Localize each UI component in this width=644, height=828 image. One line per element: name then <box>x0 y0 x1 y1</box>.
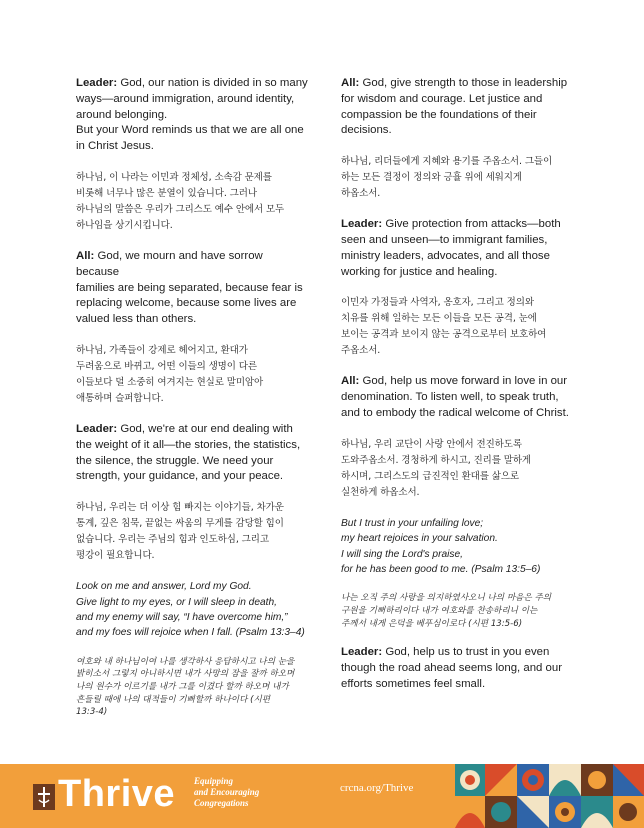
prayer-english <box>76 422 308 485</box>
prayer-line: strength, your guidance, and your peace. <box>76 470 284 483</box>
prayer-line: the weight of it all—the stories, the statistics, <box>76 438 301 451</box>
scripture-korean <box>341 592 573 630</box>
prayer-line: But your Word reminds us that we are all one <box>76 124 304 137</box>
text-line: 없습니다. 우리는 주님의 힘과 인도하심, 그리고 <box>76 534 269 546</box>
prayer-english <box>341 217 573 280</box>
prayer-line: God, help us to trust in you even <box>385 646 550 659</box>
speaker-label: Leader: <box>341 646 383 659</box>
text-line: 보이는 공격과 보이지 않는 공격으로부터 보호하여 <box>341 329 547 341</box>
prayer-line: ways—around immigration, around identity, <box>76 92 295 105</box>
prayer-line: God, our nation is divided in so many <box>120 77 308 89</box>
text-line: 밝히소서 그렇지 아니하시면 내가 사망의 잠을 잘까 하오며 <box>76 669 295 680</box>
prayer-line: and to embody the radical welcome of Christ. <box>341 406 569 419</box>
decorative-pattern-icon <box>455 764 644 828</box>
prayer-line: Give protection from attacks—both <box>385 218 561 231</box>
text-line: 이들보다 덜 소중히 여겨지는 현실로 말미암아 <box>76 376 264 388</box>
text-line: 하나님의 말씀은 우리가 그리스도 예수 안에서 모두 <box>76 203 285 215</box>
prayer-line: efforts sometimes feel small. <box>341 677 486 690</box>
prayer-line: in Christ Jesus. <box>76 140 154 153</box>
prayer-english <box>341 76 573 139</box>
text-line: 흔들릴 때에 나의 대적들이 기뻐할까 하나이다 (시편 <box>76 694 271 705</box>
text-line: and my foes will rejoice when I fall. (Psalm 13:3–4) <box>76 627 305 639</box>
prayer-line: families are being separated, because fear is <box>76 281 303 294</box>
left-column <box>76 76 308 719</box>
speaker-label: Leader: <box>76 77 118 89</box>
prayer-line: ministry leaders, advocates, and all those <box>341 249 550 262</box>
cross-logo-icon <box>32 778 56 814</box>
text-line: 주옵소서. <box>341 345 381 357</box>
prayer-line: seen and unseen—to immigrant families, <box>341 233 548 246</box>
prayer-line: God, we're at our end dealing with <box>120 422 293 435</box>
prayer-english <box>76 249 308 328</box>
text-line: 하나님, 리더들에게 지혜와 용기를 주옵소서. 그들이 <box>341 156 553 168</box>
text-line: 13:3-4) <box>76 707 108 718</box>
speaker-label: All: <box>341 375 360 388</box>
prayer-line: though the road ahead seems long, and our <box>341 661 563 674</box>
text-line: 여호와 내 하나님이여 나를 생각하사 응답하시고 나의 눈을 <box>76 656 295 667</box>
text-line: 두려움으로 바뀌고, 어떤 이들의 생명이 다른 <box>76 360 257 372</box>
text-line: 치유를 위해 일하는 모든 이들을 모든 공격, 눈에 <box>341 313 537 325</box>
text-line: 하나님, 이 나라는 이민과 정체성, 소속감 문제를 <box>76 171 272 183</box>
speaker-label: All: <box>341 77 360 89</box>
text-line: 평강이 필요합니다. <box>76 550 155 562</box>
scripture-korean <box>76 656 308 719</box>
scripture-verse <box>341 516 573 578</box>
text-line: 하는 모든 결정이 정의와 긍휼 위에 세워지게 <box>341 172 522 184</box>
text-line: 하나님, 가족들이 강제로 헤어지고, 환대가 <box>76 344 248 356</box>
website-link[interactable]: crcna.org/Thrive <box>340 782 414 794</box>
prayer-line: around belonging. <box>76 108 168 121</box>
prayer-korean <box>341 295 573 359</box>
brand-tagline: Equipping and Encouraging Congregations <box>194 776 260 808</box>
prayer-line: the silence, the struggle. We need your <box>76 454 274 467</box>
text-line: 애통하며 슬퍼합니다. <box>76 392 164 404</box>
text-line: 통계, 깊은 침묵, 끝없는 싸움의 무게를 감당할 힘이 <box>76 518 284 530</box>
prayer-line: compassion be the foundations of their <box>341 108 537 121</box>
text-line: But I trust in your unfailing love; <box>341 517 484 529</box>
text-line: 하옵소서. <box>341 188 381 200</box>
prayer-line: God, give strength to those in leadership <box>362 77 568 89</box>
prayer-line: for wisdom and courage. Let justice and <box>341 92 543 105</box>
text-line: my heart rejoices in your salvation. <box>341 533 498 545</box>
text-line: 하나임을 상기시킵니다. <box>76 219 173 231</box>
text-line: for he has been good to me. (Psalm 13:5–6) <box>341 563 541 575</box>
prayer-english <box>341 374 573 421</box>
scripture-verse <box>76 579 308 641</box>
right-column <box>341 76 573 693</box>
text-line: 구원을 기뻐하리이다 내가 여호와를 찬송하리니 이는 <box>341 605 538 616</box>
text-line: 실천하게 하옵소서. <box>341 486 420 498</box>
speaker-label: Leader: <box>76 422 118 435</box>
prayer-line: denomination. To listen well, to speak truth, <box>341 391 559 404</box>
text-line: 나는 오직 주의 사랑을 의지하였사오니 나의 마음은 주의 <box>341 593 552 604</box>
prayer-korean <box>76 343 308 407</box>
brand-name: Thrive <box>58 773 176 815</box>
speaker-label: All: <box>76 249 95 262</box>
text-line: 비롯해 너무나 많은 분열이 있습니다. 그러나 <box>76 187 257 199</box>
text-line: 하나님, 우리는 더 이상 힘 빠지는 이야기들, 차가운 <box>76 502 284 514</box>
text-line: 하나님, 우리 교단이 사랑 안에서 전진하도록 <box>341 438 522 450</box>
text-line: I will sing the Lord's praise, <box>341 548 463 560</box>
prayer-line: God, help us move forward in love in our <box>362 375 568 388</box>
prayer-english <box>341 645 573 692</box>
prayer-korean <box>76 170 308 234</box>
prayer-line: working for justice and healing. <box>341 265 498 278</box>
text-line: Look on me and answer, Lord my God. <box>76 581 252 593</box>
prayer-line: God, we mourn and have sorrow because <box>76 249 263 278</box>
text-line: 하시며, 그리스도의 급진적인 환대를 삶으로 <box>341 470 519 482</box>
prayer-line: replacing welcome, because some lives are <box>76 297 297 310</box>
text-line: 도와주옵소서. 경청하게 하시고, 진리를 말하게 <box>341 454 531 466</box>
prayer-english <box>76 76 308 155</box>
text-line: 나의 원수가 이르기를 내가 그를 이겼다 할까 하오며 내가 <box>76 681 289 692</box>
prayer-korean <box>76 500 308 564</box>
text-line: 주께서 내게 은덕을 베푸심이로다 (시편 13:5-6) <box>341 618 523 629</box>
text-line: 이민자 가정들과 사역자, 옹호자, 그리고 정의와 <box>341 297 534 309</box>
prayer-line: decisions. <box>341 124 392 137</box>
prayer-line: valued less than others. <box>76 313 197 326</box>
text-line: Give light to my eyes, or I will sleep in death, <box>76 596 278 608</box>
speaker-label: Leader: <box>341 218 383 231</box>
text-line: and my enemy will say, “I have overcome him,” <box>76 611 288 623</box>
prayer-korean <box>341 154 573 202</box>
prayer-korean <box>341 437 573 501</box>
